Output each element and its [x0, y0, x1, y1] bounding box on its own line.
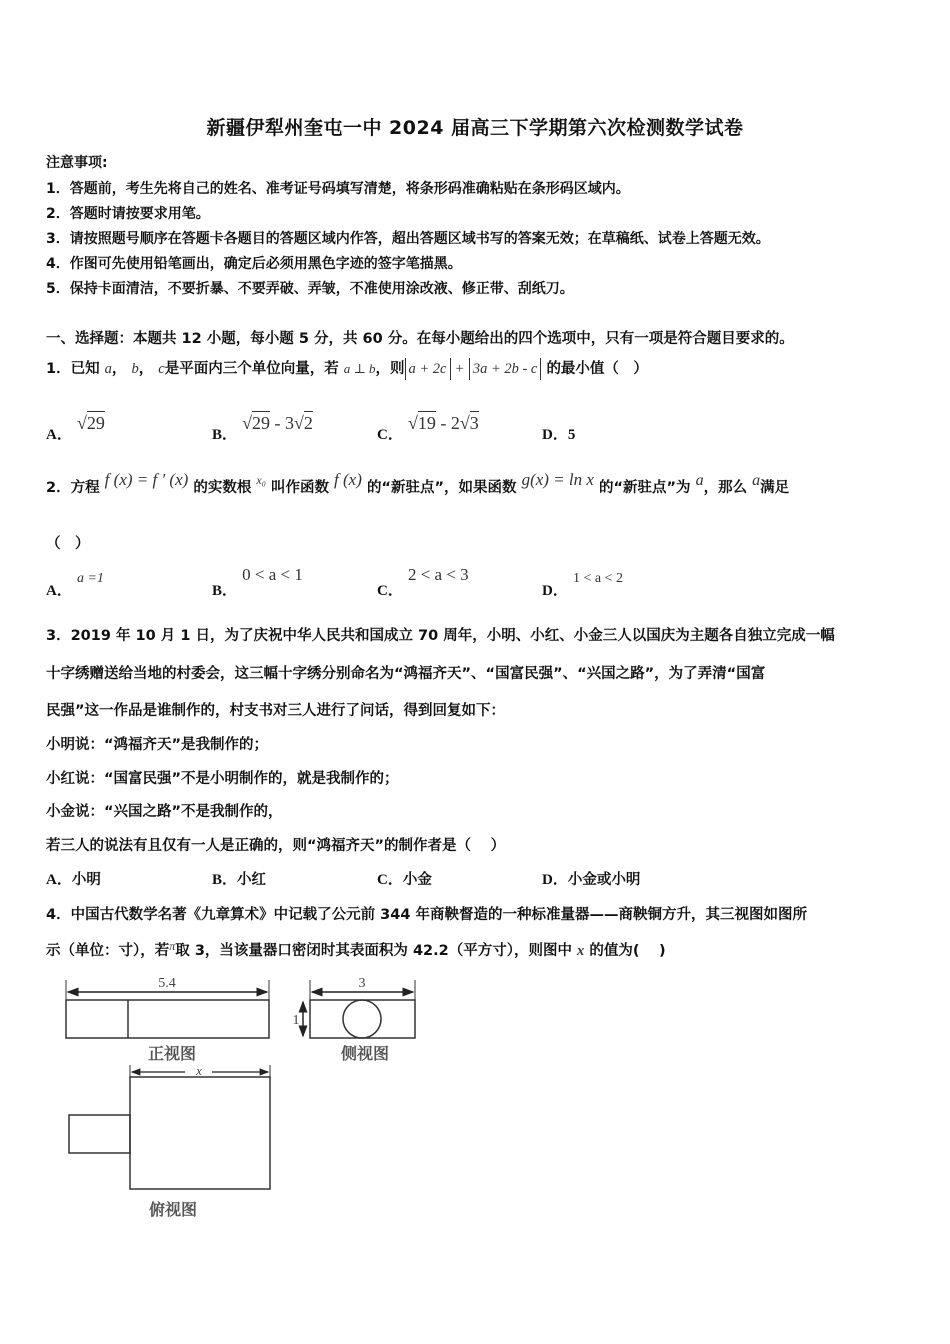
notice-item-3: 3．请按照题号顺序在答题卡各题目的答题区域内作答，超出答题区域书写的答案无效；在草稿纸、试卷上答题无效。 [46, 231, 770, 247]
q4-text: 示（单位：寸），若 [46, 943, 170, 959]
q3-line-2: 十字绣赠送给当地的村委会，这三幅十字绣分别命名为“鸿福齐天”、“国富民强”、“兴国之路”，为了弄清“国富 [46, 666, 766, 682]
notice-item-1: 1．答题前，考生先将自己的姓名、准考证号码填写清楚，将条形码准确粘贴在条形码区域内。 [46, 181, 630, 197]
q1-suffix: 的最小值（ ） [546, 361, 648, 377]
q2-text: ，那么 [703, 480, 748, 496]
side-circle [343, 1000, 381, 1038]
option-label: A． [46, 583, 72, 599]
option-text: 小金或小明 [567, 872, 641, 888]
option-text: - 3 [270, 413, 294, 433]
notice-item-2: 2．答题时请按要求用笔。 [46, 206, 210, 222]
q1-then: ，则 [375, 361, 405, 377]
q3-question: 若三人的说法有且仅有一人是正确的，则“鸿福齐天”的制作者是（ ） [46, 838, 506, 854]
side-caption: 侧视图 [340, 1046, 390, 1063]
sqrt-icon: √ [407, 413, 418, 433]
q3-option-d[interactable] [542, 868, 640, 889]
option-text: 5 [567, 427, 576, 443]
q4-x: x [577, 943, 585, 959]
option-label: A． [46, 872, 72, 888]
option-text: 小金 [402, 872, 432, 888]
q2-text: 叫作函数 [270, 480, 329, 496]
q1-mid: 是平面内三个单位向量，若 [164, 361, 339, 377]
q2-var-a: a [752, 472, 761, 489]
sqrt-icon: √ [459, 413, 470, 433]
q1-option-d[interactable] [542, 423, 575, 444]
q1-option-b[interactable] [212, 413, 313, 443]
q1-option-a[interactable] [46, 413, 105, 443]
sqrt-icon: √ [242, 413, 252, 433]
top-dim-label: x [196, 1063, 202, 1078]
q4-line-1: 4．中国古代数学名著《九章算术》中记载了公元前 344 年商鞅督造的一种标准量器——商鞅铜方升，其三视图如图所 [46, 907, 807, 923]
question-1 [46, 357, 648, 380]
exam-title: 新疆伊犁州奎屯一中 2024 届高三下学期第六次检测数学试卷 [206, 117, 744, 139]
q2-fx: f (x) [334, 470, 362, 489]
option-text: 0 < a < 1 [242, 565, 303, 584]
question-2 [46, 470, 790, 497]
option-label: D． [542, 427, 568, 443]
q1-var-b: b [131, 361, 139, 377]
pi-symbol: π [169, 939, 176, 953]
top-rect-main [130, 1077, 270, 1189]
q3-statement-xiaojin: 小金说：“兴国之路”不是我制作的， [46, 804, 283, 820]
option-label: B． [212, 872, 238, 888]
q2-text: 的“新驻点”为 [598, 480, 691, 496]
top-caption: 俯视图 [148, 1202, 198, 1219]
three-view-figure [0, 965, 450, 1225]
q3-option-a[interactable] [46, 868, 101, 889]
q1-expr2: 3a + 2b - c [469, 358, 542, 380]
option-text: a =1 [76, 571, 104, 586]
q2-prefix: 2．方程 [46, 480, 100, 496]
option-text: - 2 [435, 413, 460, 433]
side-view [293, 976, 416, 1063]
option-label: C． [377, 872, 403, 888]
q2-var-a: a [695, 472, 704, 489]
option-text: 1 < a < 2 [572, 571, 623, 586]
q4-line-2 [46, 939, 666, 960]
q3-option-b[interactable] [212, 868, 266, 889]
front-view [66, 976, 269, 1063]
sqrt-expression: √29 [242, 413, 270, 433]
sqrt-icon: √ [294, 413, 304, 433]
q2-text: 的“新驻点”，如果函数 [366, 480, 517, 496]
q3-statement-xiaoming: 小明说：“鸿福齐天”是我制作的； [46, 737, 269, 753]
q4-text: 取 3，当该量器口密闭时其表面积为 42.2（平方寸），则图中 [175, 943, 572, 959]
q1-sep: ， [111, 361, 127, 377]
q2-option-d[interactable] [542, 566, 623, 599]
q2-option-c[interactable] [377, 564, 469, 599]
top-rect-handle [69, 1115, 130, 1153]
q2-gx: g(x) = ln x [521, 470, 594, 489]
sqrt-expression: √3 [459, 413, 479, 433]
section-heading: 一、选择题：本题共 12 小题，每小题 5 分，共 60 分。在每小题给出的四个选项中，只有一项是符合题目要求的。 [46, 331, 794, 347]
q2-text: 的实数根 [193, 480, 252, 496]
q1-expr1: a + 2c [405, 358, 451, 380]
q2-option-a[interactable] [46, 566, 104, 599]
q4-text: 的值为( ) [589, 943, 666, 959]
sqrt-expression: √2 [294, 413, 313, 433]
sqrt-expression: √29 [76, 413, 105, 433]
option-label: B． [212, 583, 238, 599]
q1-option-c[interactable] [377, 413, 479, 443]
q1-plus: + [455, 361, 464, 377]
option-text: 小红 [237, 872, 267, 888]
q1-prefix: 1．已知 [46, 361, 100, 377]
sqrt-expression: √19 [407, 413, 436, 433]
option-label: D． [542, 583, 568, 599]
front-rect [66, 1000, 269, 1038]
q2-x0: x₀ [256, 473, 266, 487]
q2-option-b[interactable] [212, 564, 303, 599]
q3-option-c[interactable] [377, 868, 432, 889]
option-label: A． [46, 427, 72, 443]
q3-line-1: 3．2019 年 10 月 1 日，为了庆祝中华人民共和国成立 70 周年，小明、小红、小金三人以国庆为主题各自独立完成一幅 [46, 628, 835, 644]
option-label: C． [377, 427, 403, 443]
q2-equation: f (x) = f ′ (x) [104, 470, 189, 489]
side-height-label: 1 [292, 1013, 300, 1028]
option-label: B． [212, 427, 238, 443]
option-text: 2 < a < 3 [407, 565, 469, 584]
front-caption: 正视图 [147, 1046, 197, 1063]
q2-text: 满足 [760, 480, 790, 496]
q1-var-a: a [104, 361, 112, 377]
option-label: D． [542, 872, 568, 888]
front-dim-label: 5.4 [158, 976, 176, 991]
q3-line-3: 民强”这一作品是谁制作的，村支书对三人进行了问话，得到回复如下： [46, 703, 506, 719]
notice-item-5: 5．保持卡面清洁，不要折暴、不要弄破、弄皱，不准使用涂改液、修正带、刮纸刀。 [46, 281, 574, 297]
option-label: C． [377, 583, 403, 599]
side-width-label: 3 [358, 976, 366, 991]
q3-statement-xiaohong: 小红说：“国富民强”不是小明制作的，就是我制作的； [46, 771, 399, 787]
notice-heading: 注意事项: [46, 155, 108, 171]
q1-var-c: c [158, 361, 165, 377]
top-view [69, 1063, 270, 1219]
notice-item-4: 4．作图可先使用铅笔画出，确定后必须用黑色字迹的签字笔描黑。 [46, 256, 462, 272]
side-rect [310, 1000, 415, 1038]
option-text: 小明 [71, 872, 101, 888]
sqrt-icon: √ [76, 413, 87, 433]
q2-paren: （ ） [46, 536, 90, 552]
q1-sep: ， [138, 361, 154, 377]
q1-condition: a ⊥ b [343, 361, 376, 376]
